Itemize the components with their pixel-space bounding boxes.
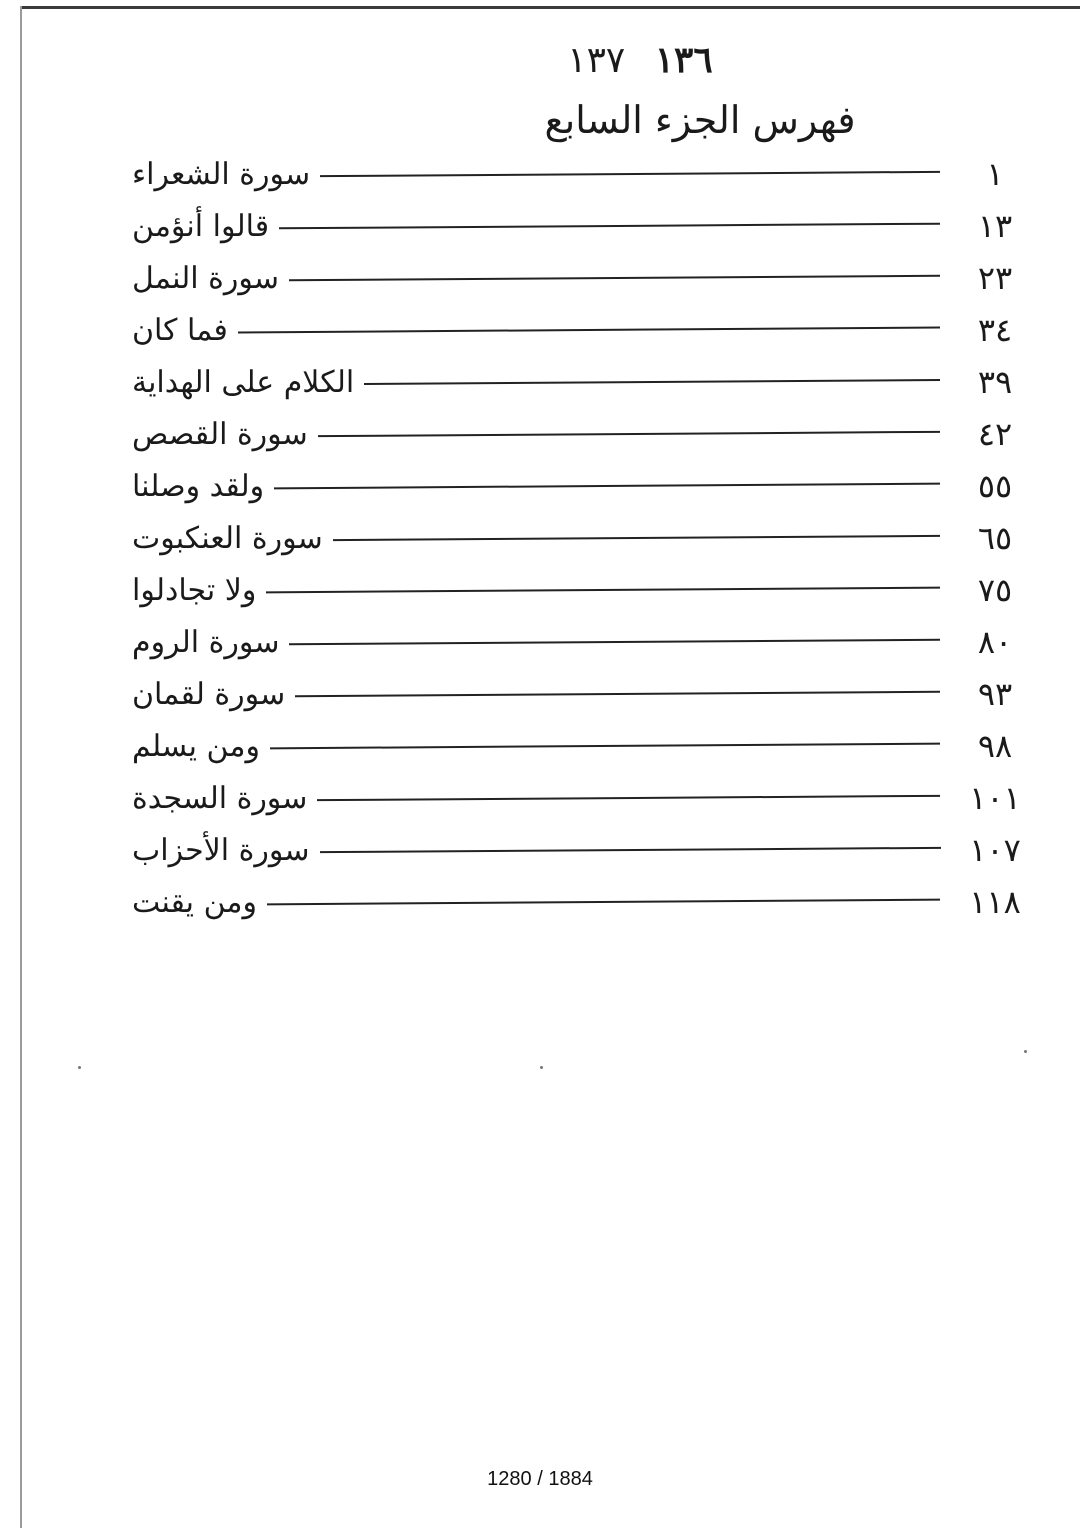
paper-speck — [78, 1066, 81, 1069]
entry-page-number: ١٣ — [977, 207, 1013, 245]
paper-speck — [540, 1066, 543, 1069]
entry-leader-line — [289, 275, 940, 282]
entry-page-number: ٥٥ — [977, 467, 1013, 505]
entry-leader-line — [289, 639, 940, 646]
entry-leader-line — [279, 223, 940, 230]
entry-label: سورة الشعراء — [132, 156, 311, 192]
entry-label: سورة القصص — [132, 416, 308, 452]
entry-label: سورة الأحزاب — [132, 832, 310, 868]
page-counter: 1280 / 1884 — [487, 1468, 593, 1490]
entry-leader-line — [333, 535, 940, 541]
entry-label: سورة لقمان — [132, 676, 286, 712]
index-row — [120, 876, 1040, 928]
entry-page-number: ١٠١ — [969, 779, 1021, 817]
index-row — [120, 564, 1040, 616]
entry-label: سورة النمل — [132, 260, 279, 296]
entry-page-number: ٢٣ — [977, 259, 1013, 297]
index-row — [120, 408, 1040, 460]
entry-leader-line — [270, 743, 940, 750]
entry-page-number: ٩٨ — [977, 727, 1013, 765]
index-list — [120, 148, 1040, 928]
entry-label: سورة العنكبوت — [132, 520, 323, 556]
entry-leader-line — [238, 327, 940, 334]
entry-leader-line — [320, 847, 940, 853]
entry-leader-line — [318, 431, 940, 437]
scan-edge-left — [20, 6, 22, 1528]
index-row — [120, 304, 1040, 356]
entry-label: سورة السجدة — [132, 780, 308, 816]
entry-leader-line — [364, 379, 940, 385]
index-row — [120, 668, 1040, 720]
entry-label: الكلام على الهداية — [132, 364, 355, 400]
entry-label: فما كان — [132, 312, 228, 348]
index-row — [120, 148, 1040, 200]
entry-label: ومن يقنت — [132, 884, 257, 920]
index-row — [120, 616, 1040, 668]
entry-page-number: ٩٣ — [977, 675, 1013, 713]
entry-page-number: ٦٥ — [977, 519, 1013, 557]
entry-leader-line — [274, 483, 940, 490]
entry-label: سورة الروم — [132, 624, 280, 660]
entry-leader-line — [267, 899, 940, 906]
index-row — [120, 252, 1040, 304]
index-row — [120, 200, 1040, 252]
index-row — [120, 356, 1040, 408]
index-row — [120, 512, 1040, 564]
entry-page-number: ٤٢ — [977, 415, 1013, 453]
page-title: فهرس الجزء السابع — [544, 98, 856, 142]
entry-label: قالوا أنؤمن — [132, 208, 270, 244]
entry-page-number: ٧٥ — [977, 571, 1013, 609]
entry-page-number: ١٠٧ — [969, 831, 1021, 869]
scan-edge-top — [20, 6, 1080, 9]
entry-page-number: ٣٩ — [977, 363, 1013, 401]
index-row — [120, 772, 1040, 824]
entry-page-number: ١ — [986, 155, 1004, 193]
header-number-a: ١٣٦ — [654, 39, 713, 81]
index-row — [120, 720, 1040, 772]
entry-label: ولقد وصلنا — [132, 468, 265, 504]
paper-speck — [1024, 1050, 1027, 1053]
index-row — [120, 824, 1040, 876]
header-number-b: ١٣٧ — [567, 40, 626, 81]
entry-page-number: ٣٤ — [977, 311, 1013, 349]
entry-label: ولا تجادلوا — [132, 572, 257, 608]
entry-leader-line — [266, 587, 940, 594]
entry-leader-line — [295, 691, 940, 698]
entry-page-number: ٨٠ — [977, 623, 1013, 661]
entry-page-number: ١١٨ — [969, 883, 1021, 921]
entry-leader-line — [320, 171, 940, 177]
entry-leader-line — [317, 795, 940, 801]
entry-label: ومن يسلم — [132, 728, 260, 764]
index-row — [120, 460, 1040, 512]
header-page-numbers — [540, 30, 740, 90]
